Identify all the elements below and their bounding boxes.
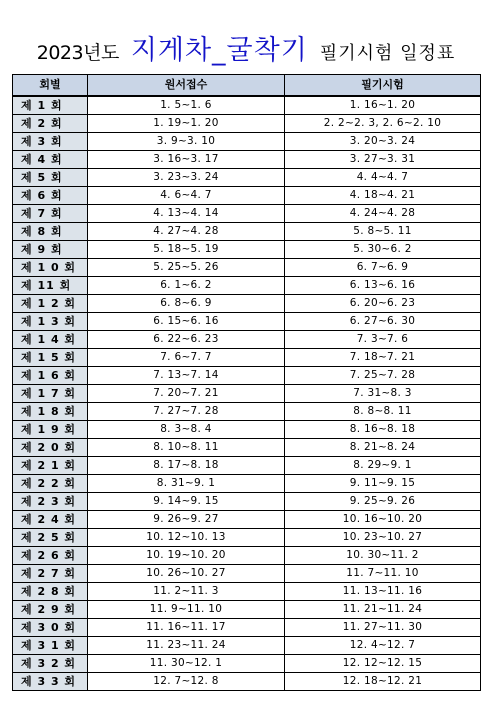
application-cell: 7. 13~7. 14 — [88, 367, 285, 385]
round-cell: 제 1 회 — [13, 96, 88, 115]
round-cell: 제 6 회 — [13, 187, 88, 205]
exam-cell: 3. 27~3. 31 — [285, 151, 481, 169]
table-row — [13, 673, 481, 691]
exam-cell: 3. 20~3. 24 — [285, 133, 481, 151]
table-row — [13, 133, 481, 151]
schedule-table — [12, 74, 481, 691]
application-cell: 4. 27~4. 28 — [88, 223, 285, 241]
round-cell: 제 3 2 회 — [13, 655, 88, 673]
application-cell: 3. 16~3. 17 — [88, 151, 285, 169]
application-cell: 3. 23~3. 24 — [88, 169, 285, 187]
application-cell: 11. 2~11. 3 — [88, 583, 285, 601]
application-cell: 10. 19~10. 20 — [88, 547, 285, 565]
application-cell: 8. 31~9. 1 — [88, 475, 285, 493]
table-row — [13, 529, 481, 547]
exam-cell: 6. 20~6. 23 — [285, 295, 481, 313]
round-cell: 제 9 회 — [13, 241, 88, 259]
table-row — [13, 619, 481, 637]
exam-cell: 4. 18~4. 21 — [285, 187, 481, 205]
round-cell: 제 5 회 — [13, 169, 88, 187]
application-cell: 8. 3~8. 4 — [88, 421, 285, 439]
exam-cell: 11. 13~11. 16 — [285, 583, 481, 601]
exam-cell: 8. 16~8. 18 — [285, 421, 481, 439]
application-cell: 1. 5~1. 6 — [88, 96, 285, 115]
page-title — [0, 28, 492, 68]
table-row — [13, 277, 481, 295]
application-cell: 11. 30~12. 1 — [88, 655, 285, 673]
exam-cell: 1. 16~1. 20 — [285, 96, 481, 115]
application-cell: 9. 14~9. 15 — [88, 493, 285, 511]
application-cell: 7. 27~7. 28 — [88, 403, 285, 421]
round-cell: 제 11 회 — [13, 277, 88, 295]
table-row — [13, 205, 481, 223]
round-cell: 제 2 5 회 — [13, 529, 88, 547]
exam-cell: 7. 25~7. 28 — [285, 367, 481, 385]
table-row — [13, 547, 481, 565]
round-cell: 제 1 3 회 — [13, 313, 88, 331]
application-cell: 4. 6~4. 7 — [88, 187, 285, 205]
application-cell: 8. 10~8. 11 — [88, 439, 285, 457]
table-row — [13, 385, 481, 403]
exam-cell: 8. 8~8. 11 — [285, 403, 481, 421]
round-cell: 제 2 0 회 — [13, 439, 88, 457]
exam-cell: 8. 29~9. 1 — [285, 457, 481, 475]
table-row — [13, 439, 481, 457]
application-cell: 9. 26~9. 27 — [88, 511, 285, 529]
round-cell: 제 1 0 회 — [13, 259, 88, 277]
table-row — [13, 331, 481, 349]
application-cell: 6. 15~6. 16 — [88, 313, 285, 331]
exam-cell: 6. 27~6. 30 — [285, 313, 481, 331]
application-cell: 11. 23~11. 24 — [88, 637, 285, 655]
round-cell: 제 3 회 — [13, 133, 88, 151]
round-cell: 제 8 회 — [13, 223, 88, 241]
table-row — [13, 259, 481, 277]
table-row — [13, 601, 481, 619]
round-cell: 제 3 1 회 — [13, 637, 88, 655]
header-application: 원서접수 — [88, 75, 285, 97]
application-cell: 5. 25~5. 26 — [88, 259, 285, 277]
round-cell: 제 4 회 — [13, 151, 88, 169]
schedule-rows — [13, 96, 481, 691]
table-row — [13, 511, 481, 529]
round-cell: 제 2 7 회 — [13, 565, 88, 583]
round-cell: 제 1 9 회 — [13, 421, 88, 439]
application-cell: 10. 12~10. 13 — [88, 529, 285, 547]
exam-cell: 4. 4~4. 7 — [285, 169, 481, 187]
round-cell: 제 1 6 회 — [13, 367, 88, 385]
round-cell: 제 2 1 회 — [13, 457, 88, 475]
exam-cell: 12. 18~12. 21 — [285, 673, 481, 691]
table-row — [13, 151, 481, 169]
exam-cell: 11. 7~11. 10 — [285, 565, 481, 583]
round-cell: 제 1 5 회 — [13, 349, 88, 367]
application-cell: 6. 1~6. 2 — [88, 277, 285, 295]
table-row — [13, 223, 481, 241]
exam-cell: 9. 25~9. 26 — [285, 493, 481, 511]
header-round: 회별 — [13, 75, 88, 97]
table-row — [13, 313, 481, 331]
round-cell: 제 2 9 회 — [13, 601, 88, 619]
round-cell: 제 2 4 회 — [13, 511, 88, 529]
application-cell: 7. 6~7. 7 — [88, 349, 285, 367]
application-cell: 7. 20~7. 21 — [88, 385, 285, 403]
exam-cell: 7. 3~7. 6 — [285, 331, 481, 349]
round-cell: 제 1 4 회 — [13, 331, 88, 349]
round-cell: 제 1 2 회 — [13, 295, 88, 313]
exam-cell: 6. 7~6. 9 — [285, 259, 481, 277]
exam-cell: 9. 11~9. 15 — [285, 475, 481, 493]
exam-cell: 10. 23~10. 27 — [285, 529, 481, 547]
table-row — [13, 457, 481, 475]
exam-cell: 5. 30~6. 2 — [285, 241, 481, 259]
round-cell: 제 1 7 회 — [13, 385, 88, 403]
exam-cell: 12. 12~12. 15 — [285, 655, 481, 673]
application-cell: 6. 8~6. 9 — [88, 295, 285, 313]
application-cell: 4. 13~4. 14 — [88, 205, 285, 223]
title-year: 2023년도 — [36, 42, 119, 64]
exam-cell: 2. 2~2. 3, 2. 6~2. 10 — [285, 115, 481, 133]
application-cell: 6. 22~6. 23 — [88, 331, 285, 349]
round-cell: 제 2 2 회 — [13, 475, 88, 493]
table-row — [13, 367, 481, 385]
table-row — [13, 241, 481, 259]
exam-cell: 8. 21~8. 24 — [285, 439, 481, 457]
application-cell: 3. 9~3. 10 — [88, 133, 285, 151]
table-row — [13, 493, 481, 511]
exam-cell: 7. 18~7. 21 — [285, 349, 481, 367]
table-row — [13, 169, 481, 187]
table-row — [13, 421, 481, 439]
application-cell: 12. 7~12. 8 — [88, 673, 285, 691]
round-cell: 제 7 회 — [13, 205, 88, 223]
exam-cell: 11. 27~11. 30 — [285, 619, 481, 637]
application-cell: 11. 9~11. 10 — [88, 601, 285, 619]
header-written-exam: 필기시험 — [285, 75, 481, 97]
round-cell: 제 2 회 — [13, 115, 88, 133]
table-row — [13, 637, 481, 655]
table-row — [13, 96, 481, 115]
round-cell: 제 3 3 회 — [13, 673, 88, 691]
table-row — [13, 583, 481, 601]
table-row — [13, 295, 481, 313]
round-cell: 제 1 8 회 — [13, 403, 88, 421]
exam-cell: 7. 31~8. 3 — [285, 385, 481, 403]
round-cell: 제 2 8 회 — [13, 583, 88, 601]
table-row — [13, 403, 481, 421]
round-cell: 제 3 0 회 — [13, 619, 88, 637]
application-cell: 11. 16~11. 17 — [88, 619, 285, 637]
exam-cell: 4. 24~4. 28 — [285, 205, 481, 223]
exam-cell: 12. 4~12. 7 — [285, 637, 481, 655]
title-main: 지게차_굴착기 — [130, 35, 308, 66]
application-cell: 8. 17~8. 18 — [88, 457, 285, 475]
exam-cell: 6. 13~6. 16 — [285, 277, 481, 295]
exam-cell: 10. 16~10. 20 — [285, 511, 481, 529]
table-row — [13, 187, 481, 205]
round-cell: 제 2 3 회 — [13, 493, 88, 511]
application-cell: 10. 26~10. 27 — [88, 565, 285, 583]
table-row — [13, 475, 481, 493]
table-row — [13, 115, 481, 133]
exam-cell: 5. 8~5. 11 — [285, 223, 481, 241]
header-row — [13, 75, 481, 97]
table-row — [13, 349, 481, 367]
table-row — [13, 565, 481, 583]
application-cell: 1. 19~1. 20 — [88, 115, 285, 133]
title-suffix: 필기시험 일정표 — [319, 43, 456, 64]
exam-cell: 11. 21~11. 24 — [285, 601, 481, 619]
application-cell: 5. 18~5. 19 — [88, 241, 285, 259]
table-row — [13, 655, 481, 673]
round-cell: 제 2 6 회 — [13, 547, 88, 565]
exam-cell: 10. 30~11. 2 — [285, 547, 481, 565]
